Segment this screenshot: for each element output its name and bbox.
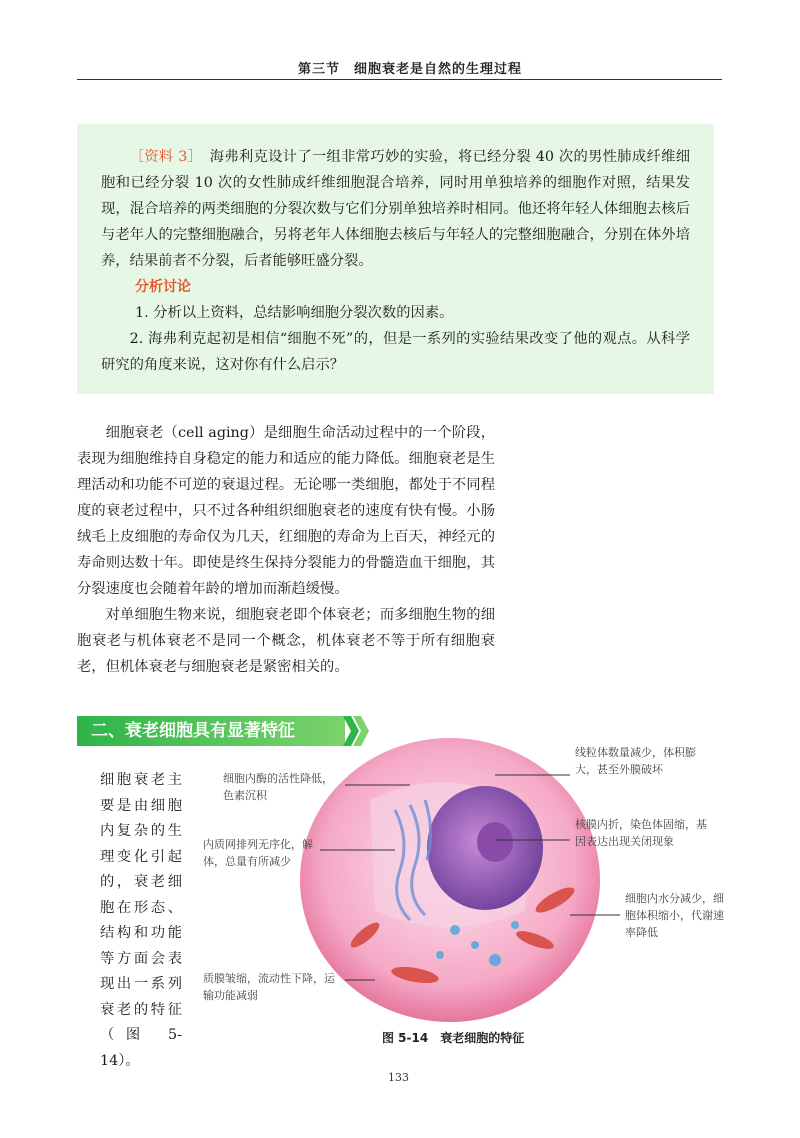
header-rule (77, 79, 722, 80)
running-header: 第三节 细胞衰老是自然的生理过程 (297, 62, 522, 77)
aging-cell-figure (195, 730, 735, 1030)
side-paragraph: 细胞衰老主要是由细胞内复杂的生理变化引起的，衰老细胞在形态、结构和功能等方面会表现出一系列衰老的特征（图 5-14）。 (100, 772, 182, 1069)
figure-caption: 图 5-14 衰老细胞的特征 (382, 1031, 525, 1045)
page-number: 133 (388, 1071, 409, 1084)
label-water: 细胞内水分减少，细胞体积缩小，代谢速率降低 (625, 892, 724, 939)
question-1: 1. 分析以上资料，总结影响细胞分裂次数的因素。 (135, 305, 454, 321)
side-text (100, 768, 182, 1074)
label-membrane: 质膜皱缩，流动性下降，运输功能减弱 (203, 972, 335, 1002)
question-2: 2. 海弗利克起初是相信“细胞不死”的，但是一系列的实验结果改变了他的观点。从科学研究的角度来说，这对你有什么启示？ (101, 331, 690, 373)
label-mitochondria: 线粒体数量减少，体积膨大，甚至外膜破坏 (575, 746, 696, 776)
label-enzyme: 细胞内酶的活性降低，色素沉积 (223, 772, 333, 802)
label-er: 内质网排列无序化，解体，总量有所减少 (203, 838, 313, 868)
material-box (77, 124, 714, 394)
nucleolus (477, 822, 513, 862)
reference-label: ［资料 3］ (129, 149, 196, 165)
body-text (77, 420, 495, 680)
label-nucleus: 核膜内折，染色体固缩，基因表达出现关闭现象 (575, 818, 707, 848)
section-title: 二、衰老细胞具有显著特征 (77, 716, 345, 746)
material-paragraph (101, 144, 690, 274)
material-text: 海弗利克设计了一组非常巧妙的实验，将已经分裂 40 次的男性肺成纤维细胞和已经分裂 10 次的女性肺成纤维细胞混合培养，同时用单独培养的细胞作对照，结果发现，混合培养的两类细胞的分裂次数与它们分别单独培养时相同。他还将年轻人体细胞去核后与老年人的完整细胞融合，另将老年人体细胞去核后与年轻人的完整细胞融合，分别在体外培养，结果前者不分裂，后者能够旺盛分裂。 (101, 149, 690, 269)
discussion-heading: 分析讨论 (135, 279, 191, 295)
body-paragraph-2: 对单细胞生物来说，细胞衰老即个体衰老；而多细胞生物的细胞衰老与机体衰老不是同一个概念，机体衰老不等于所有细胞衰老，但机体衰老与细胞衰老是紧密相关的。 (77, 607, 495, 675)
body-paragraph-1: 细胞衰老（cell aging）是细胞生命活动过程中的一个阶段，表现为细胞维持自身稳定的能力和适应的能力降低。细胞衰老是生理活动和功能不可逆的衰退过程。无论哪一类细胞，都处于不同程度的衰老过程中，只不过各种组织细胞衰老的速度有快有慢。小肠绒毛上皮细胞的寿命仅为几天，红细胞的寿命为上百天，神经元的寿命则达数十年。即使是终生保持分裂能力的骨髓造血干细胞，其分裂速度也会随着年龄的增加而渐趋缓慢。 (77, 425, 495, 597)
